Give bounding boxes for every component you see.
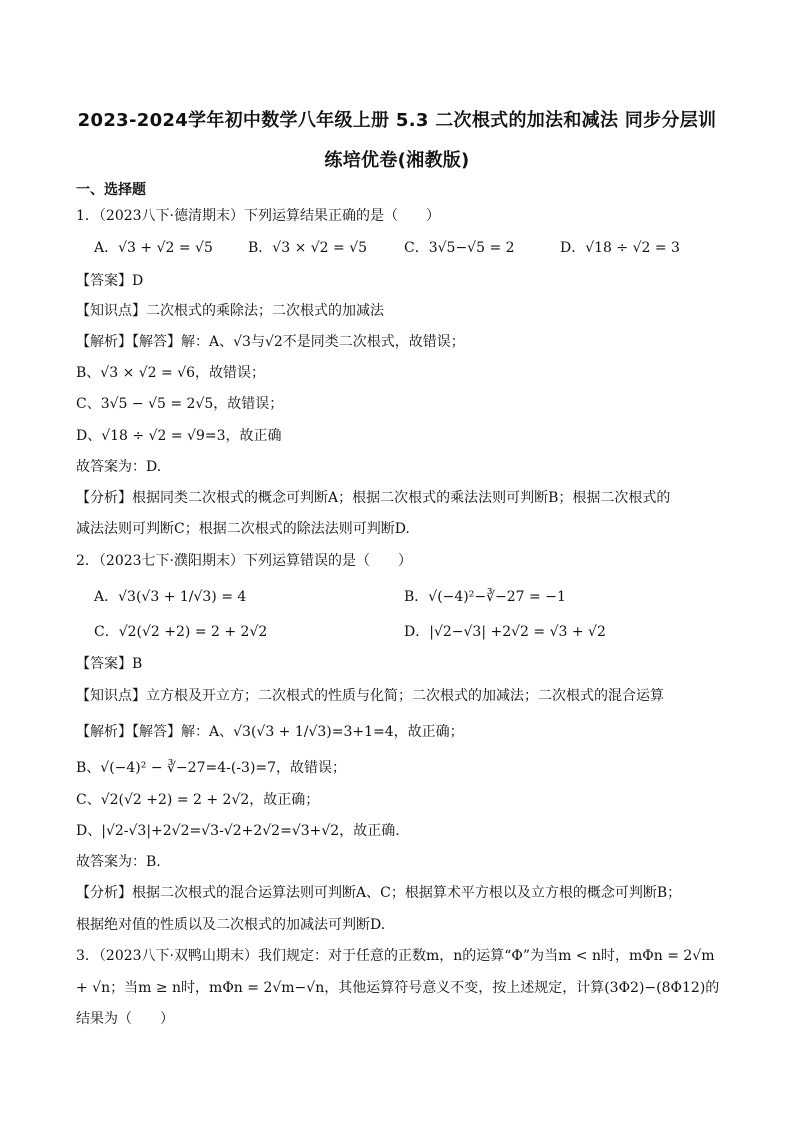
q2-option-a: A．√3(√3 + 1/√3) = 4 (94, 589, 247, 605)
q2-stem: 2．（2023七下·濮阳期末）下列运算错误的是（ ） (76, 553, 412, 569)
q1-answer: 【答案】D (76, 273, 144, 289)
q2-analysis-line: B、√(−4)² − ∛−27=4-(-3)=7，故错误； (76, 760, 347, 776)
q1-option-b: B．√3 × √2 = √5 (248, 240, 368, 256)
q2-analysis-line: D、|√2-√3|+2√2=√3-√2+2√2=√3+√2，故正确. (76, 823, 400, 839)
q2-option-b: B．√(−4)²−∛−27 = −1 (404, 589, 566, 605)
q1-knowledge: 【知识点】二次根式的乘除法；二次根式的加减法 (76, 303, 384, 319)
q3-stem-line: 3．（2023八下·双鸭山期末）我们规定：对于任意的正数m，n的运算“Φ”为当m < n时，mΦn = 2√m (76, 948, 715, 964)
document-title-line-1: 2023-2024学年初中数学八年级上册 5.3 二次根式的加法和减法 同步分层训 (77, 110, 717, 131)
q1-stem: 1．（2023八下·德清期末）下列运算结果正确的是（ ） (76, 208, 440, 224)
q1-analysis-line: 故答案为：D. (76, 459, 162, 475)
q2-analysis-line: 【解析】【解答】解：A、√3(√3 + 1/√3)=3+1=4，故正确； (76, 724, 464, 740)
q1-option-c: C．3√5−√5 = 2 (404, 240, 515, 256)
q2-analysis-line: 【分析】根据二次根式的混合运算法则可判断A、C；根据算术平方根以及立方根的概念可判断B； (76, 885, 682, 901)
q1-option-d: D．√18 ÷ √2 = 3 (560, 240, 680, 256)
q2-analysis-line: 故答案为：B. (76, 854, 161, 870)
q3-stem-line: 结果为（ ） (76, 1011, 174, 1027)
section-heading: 一、选择题 (76, 182, 146, 198)
q2-knowledge: 【知识点】立方根及开立方；二次根式的性质与化简；二次根式的加减法；二次根式的混合运算 (76, 688, 664, 704)
q2-analysis-line: 根据绝对值的性质以及二次根式的加减法可判断D. (76, 917, 386, 933)
q1-analysis-line: C、3√5 − √5 = 2√5，故错误； (76, 396, 284, 412)
q1-analysis-line: 【解析】【解答】解：A、√3与√2不是同类二次根式，故错误； (76, 334, 465, 350)
q1-analysis-line: B、√3 × √2 = √6，故错误； (76, 365, 266, 381)
q1-analysis-line: D、√18 ÷ √2 = √9=3，故正确 (76, 428, 282, 444)
q3-stem-line: + √n；当m ≥ n时，mΦn = 2√m−√n，其他运算符号意义不变，按上述规定，计算(3Φ2)−(8Φ12)的 (76, 980, 720, 996)
document-title-line-2: 练培优卷(湘教版) (324, 150, 470, 171)
q1-analysis-line: 【分析】根据同类二次根式的概念可判断A；根据二次根式的乘法法则可判断B；根据二次根式的 (76, 490, 671, 506)
q2-option-d: D．|√2−√3| +2√2 = √3 + √2 (404, 624, 606, 640)
q1-analysis-line: 减法法则可判断C；根据二次根式的除法法则可判断D. (76, 521, 410, 537)
q2-analysis-line: C、√2(√2 +2) = 2 + 2√2，故正确； (76, 792, 320, 808)
q2-option-c: C．√2(√2 +2) = 2 + 2√2 (94, 624, 268, 640)
q1-option-a: A．√3 + √2 = √5 (94, 240, 213, 256)
q2-answer: 【答案】B (76, 656, 143, 672)
